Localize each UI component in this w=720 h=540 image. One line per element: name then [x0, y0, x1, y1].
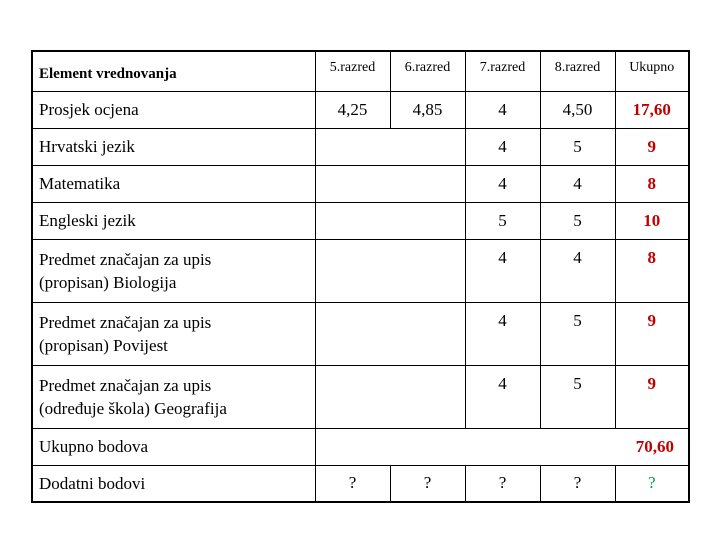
cell-grade-7: 4: [465, 239, 540, 302]
table-row: [32, 202, 689, 239]
row-label: Engleski jezik: [32, 202, 315, 239]
cell-total: 9: [615, 128, 689, 165]
cell-grade-6: [390, 365, 465, 428]
cell-grade-6: ?: [390, 465, 465, 502]
row-label-line: (propisan) Biologija: [39, 272, 177, 292]
cell-grade-6: [390, 202, 465, 239]
table-row: [32, 365, 689, 428]
header-grade-5: 5.razred: [315, 51, 390, 91]
cell-grade-7: 4: [465, 128, 540, 165]
summary-row: [32, 428, 689, 465]
cell-grade-5: [315, 365, 390, 428]
cell-grade-8: 5: [540, 365, 615, 428]
cell-grade-7: ?: [465, 465, 540, 502]
cell-grade-5: [315, 239, 390, 302]
cell-grade-6: [390, 239, 465, 302]
header-grade-6: 6.razred: [390, 51, 465, 91]
table-row: [32, 239, 689, 302]
cell-total: 9: [615, 302, 689, 365]
cell-grade-6: [390, 128, 465, 165]
cell-grade-7: 4: [465, 165, 540, 202]
summary-empty-cell: [315, 428, 390, 465]
cell-grade-5: [315, 165, 390, 202]
cell-grade-7: 4: [465, 302, 540, 365]
cell-total: 8: [615, 239, 689, 302]
cell-total: 8: [615, 165, 689, 202]
cell-grade-8: 5: [540, 202, 615, 239]
table-row: [32, 302, 689, 365]
cell-grade-7: 4: [465, 365, 540, 428]
summary-label: Ukupno bodova: [32, 428, 315, 465]
header-element-label: Element vrednovanja: [32, 51, 315, 91]
row-label-line: Predmet značajan za upis: [39, 312, 212, 332]
cell-grade-8: 5: [540, 128, 615, 165]
grade-table: [31, 50, 690, 503]
cell-grade-5: [315, 128, 390, 165]
cell-grade-5: 4,25: [315, 91, 390, 128]
header-grade-8: 8.razred: [540, 51, 615, 91]
cell-total: 10: [615, 202, 689, 239]
summary-empty-cell: [390, 428, 465, 465]
table-row: [32, 128, 689, 165]
cell-grade-8: 4,50: [540, 91, 615, 128]
summary-total: 70,60: [540, 428, 689, 465]
cell-grade-5: [315, 302, 390, 365]
cell-total: ?: [615, 465, 689, 502]
header-total: Ukupno: [615, 51, 689, 91]
cell-grade-7: 4: [465, 91, 540, 128]
cell-grade-8: 4: [540, 239, 615, 302]
cell-grade-7: 5: [465, 202, 540, 239]
extra-points-row: [32, 465, 689, 502]
cell-grade-5: [315, 202, 390, 239]
cell-grade-8: 5: [540, 302, 615, 365]
row-label: [32, 302, 315, 365]
row-label: Hrvatski jezik: [32, 128, 315, 165]
extra-points-label: Dodatni bodovi: [32, 465, 315, 502]
row-label: Matematika: [32, 165, 315, 202]
cell-grade-8: 4: [540, 165, 615, 202]
cell-grade-8: ?: [540, 465, 615, 502]
row-label-line: (propisan) Povijest: [39, 335, 168, 355]
row-label-line: Predmet značajan za upis: [39, 249, 212, 269]
row-label: [32, 365, 315, 428]
table-row: [32, 91, 689, 128]
summary-empty-cell: [465, 428, 540, 465]
cell-total: 9: [615, 365, 689, 428]
table-row: [32, 165, 689, 202]
cell-grade-5: ?: [315, 465, 390, 502]
row-label: [32, 239, 315, 302]
cell-total: 17,60: [615, 91, 689, 128]
row-label: Prosjek ocjena: [32, 91, 315, 128]
cell-grade-6: [390, 302, 465, 365]
table-header-row: [32, 51, 689, 91]
cell-grade-6: 4,85: [390, 91, 465, 128]
cell-grade-6: [390, 165, 465, 202]
row-label-line: Predmet značajan za upis: [39, 375, 212, 395]
row-label-line: (određuje škola) Geografija: [39, 398, 227, 418]
header-grade-7: 7.razred: [465, 51, 540, 91]
